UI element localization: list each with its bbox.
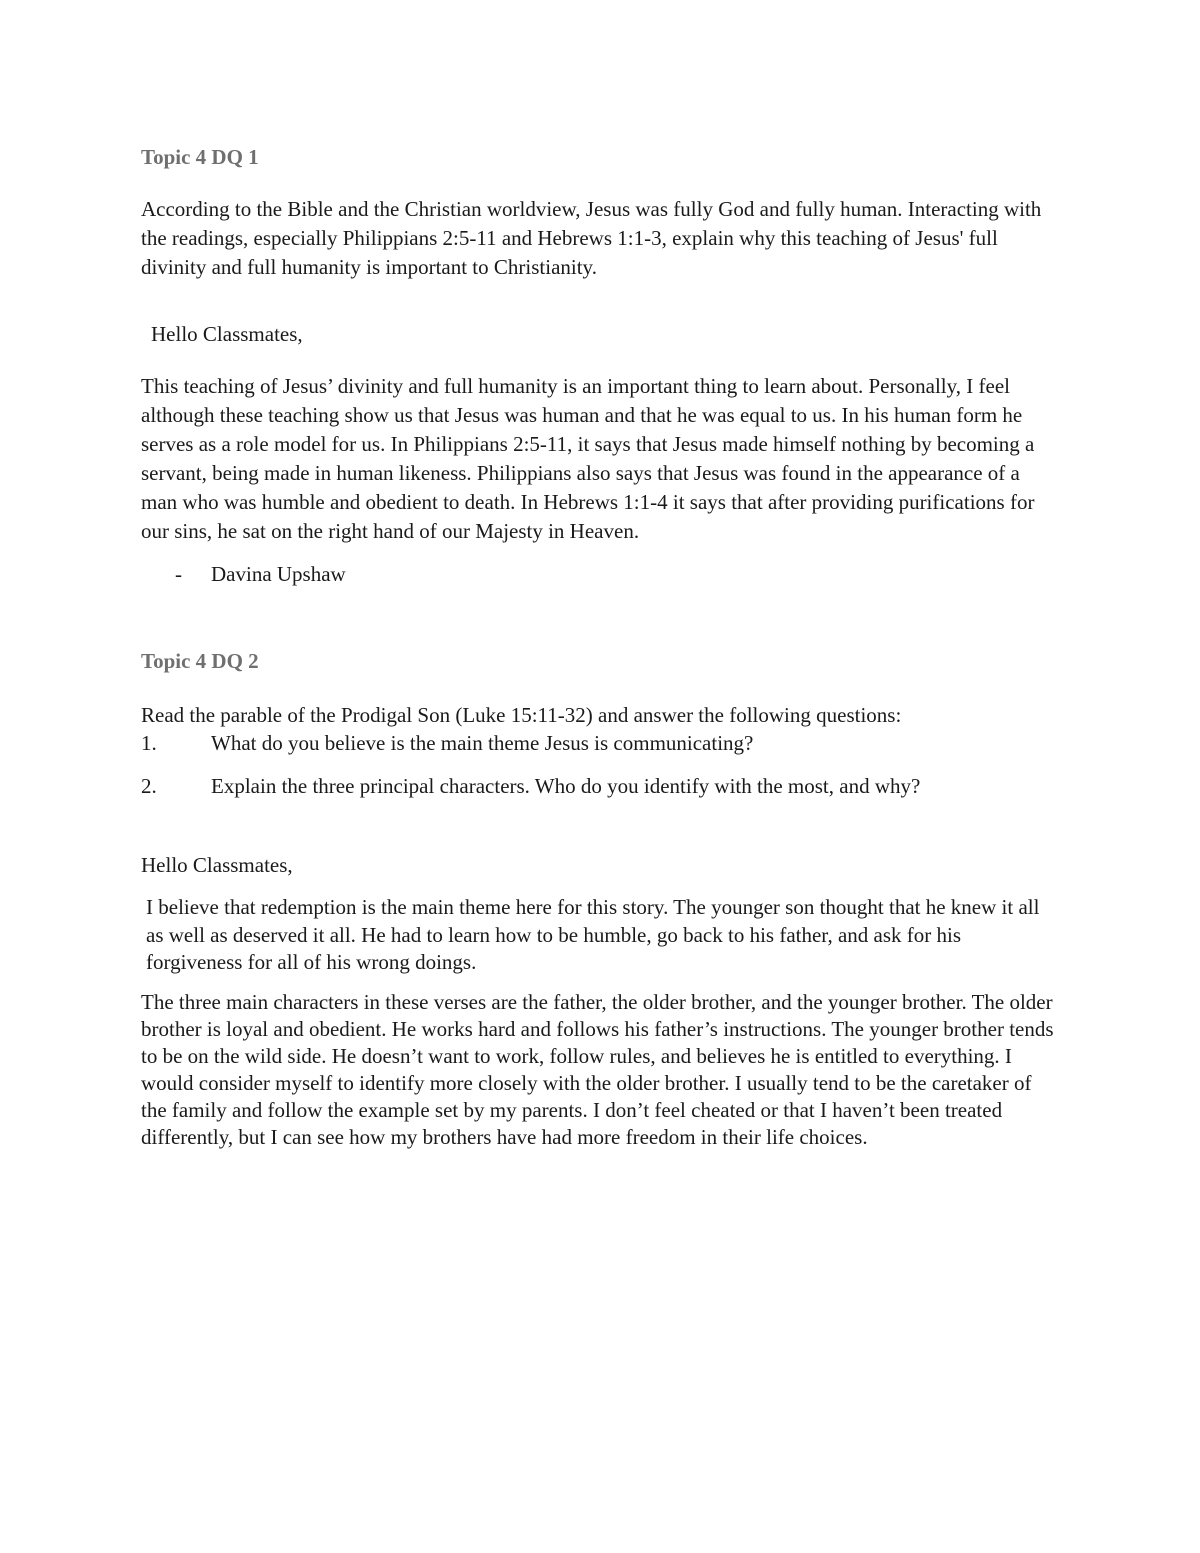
dq1-answer: This teaching of Jesus’ divinity and full humanity is an important thing to learn about. Personally, I feel although these teaching show us that Jesus was human and that he was equal to us. In his human form he serves as a role model for us. In Philippians 2:5-11, it says that Jesus made himself nothing by becoming a servant, being made in human likeness. Philippians also says that Jesus was found in the appearance of a man who was humble and obedient to death. In Hebrews 1:1-4 it says that after providing purifications for our sins, he sat on the right hand of our Majesty in Heaven. [141,374,1035,543]
dq2-question-list [141,729,1061,801]
dq1-signature-line [175,560,1061,589]
document-content [141,143,1061,1151]
list-number: 2. [141,774,157,798]
dq1-question: According to the Bible and the Christian worldview, Jesus was fully God and fully human. Interacting with the readings, especially Philippians 2:5-11 and Hebrews 1:1-3, explain why this teaching of Jesus' full divinity and full humanity is important to Christianity. [141,197,1042,279]
dq2-intro: Read the parable of the Prodigal Son (Luke 15:11-32) and answer the following questions: [141,703,902,727]
list-text: Explain the three principal characters. Who do you identify with the most, and why? [211,774,921,798]
dq2-greeting: Hello Classmates, [141,853,293,877]
list-item [141,772,1061,801]
dq1-greeting: Hello Classmates, [151,322,303,346]
dq2-heading: Topic 4 DQ 2 [141,649,259,673]
list-text: What do you believe is the main theme Jesus is communicating? [211,731,754,755]
signature-name: Davina Upshaw [211,562,346,586]
dq1-heading: Topic 4 DQ 1 [141,145,259,169]
dq2-answer-characters: The three main characters in these verses are the father, the older brother, and the younger brother. The older brother is loyal and obedient. He works hard and follows his father’s instructions. The younger brother tends to be on the wild side. He doesn’t want to work, follow rules, and believes he is entitled to everything. I would consider myself to identify more closely with the older brother. I usually tend to be the caretaker of the family and follow the example set by my parents. I don’t feel cheated or that I haven’t been treated differently, but I can see how my brothers have had more freedom in their life choices. [141,989,1054,1149]
list-item [141,729,1061,758]
dq2-answer-theme: I believe that redemption is the main theme here for this story. The younger son thought that he knew it all as well as deserved it all. He had to learn how to be humble, go back to his father, and ask for his forgiveness for all of his wrong doings. [146,895,1040,974]
signature-dash: - [175,562,182,586]
list-number: 1. [141,731,157,755]
